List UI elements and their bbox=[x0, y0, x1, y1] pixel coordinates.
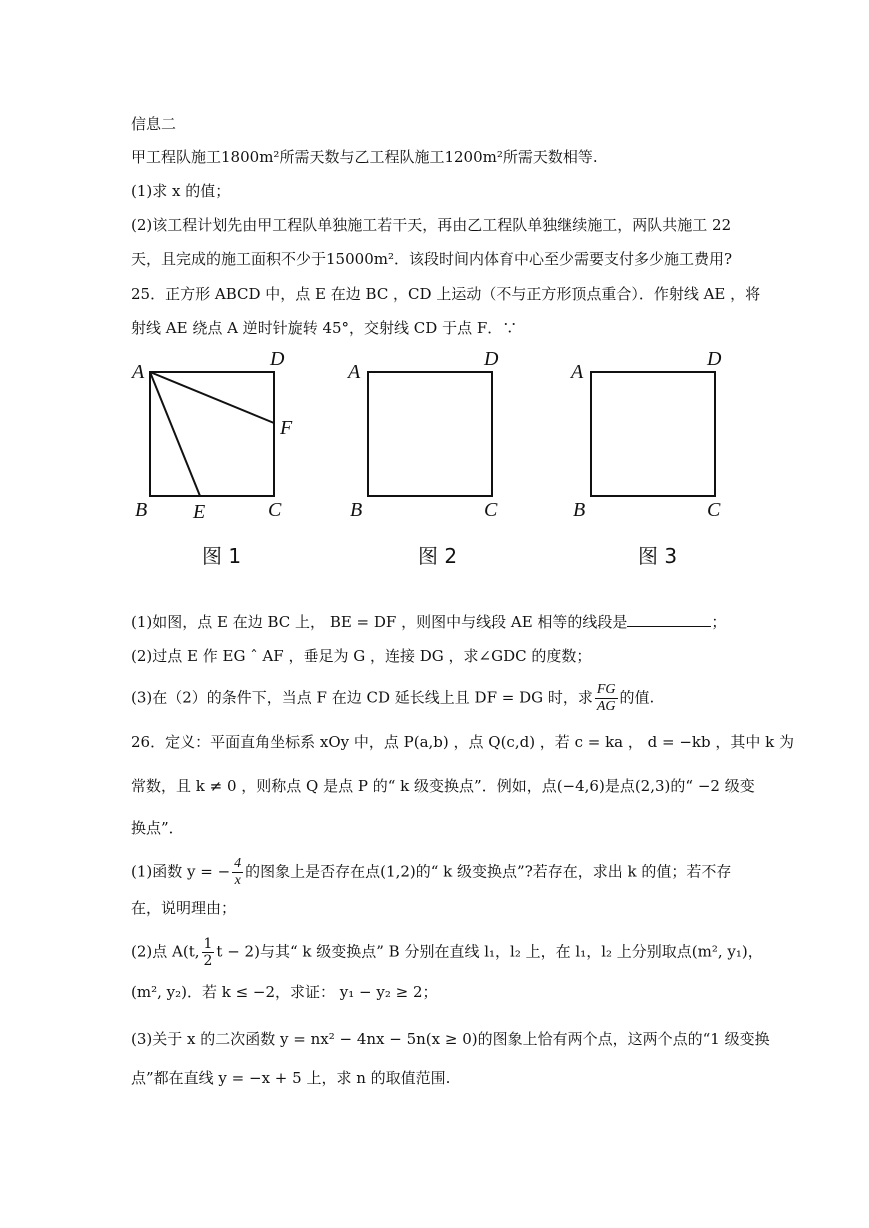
label-c: C bbox=[268, 499, 282, 521]
label-d: D bbox=[484, 348, 499, 370]
label-a: A bbox=[132, 361, 145, 383]
figure-2 bbox=[338, 348, 538, 528]
label-d: D bbox=[707, 348, 722, 370]
fraction-fg-ag: $\frac{FG}{AG}$ bbox=[596, 682, 616, 714]
label-a: A bbox=[571, 361, 584, 383]
question-24-part-2-line-1: (2)该工程计划先由甲工程队单独施工若干天，再由乙工程队单独继续施工，两队共施工 22 bbox=[131, 216, 732, 234]
question-24-part-1: (1)求 x 的值； bbox=[131, 182, 231, 200]
question-25-part-3: (3)在（2）的条件下，当点 F 在边 CD 延长线上且 DF = DG 时，求 $\frac{FG}{AG}$ 的值. bbox=[131, 682, 655, 714]
answer-blank[interactable] bbox=[627, 612, 711, 627]
question-26-part-3-line-2: 点”都在直线 y = −x + 5 上，求 n 的取值范围. bbox=[131, 1069, 451, 1087]
question-26-part-2: (2)点 A(t, $\frac{1}{2}$ t − 2)与其“ k 级变换点” B 分别在直线 l₁，l₂ 上，在 l₁，l₂ 上分别取点(m², y₁)， bbox=[131, 936, 763, 969]
question-26-part-1: (1)函数 y = − $\frac{4}{x}$ 的图象上是否存在点(1,2)的“ k 级变换点”?若存在，求出 k 的值；若不存 bbox=[131, 856, 732, 888]
label-b: B bbox=[135, 499, 148, 521]
label-f: F bbox=[280, 417, 293, 439]
question-26-line-3: 换点”． bbox=[131, 819, 184, 837]
segment-af bbox=[150, 372, 274, 423]
question-26-part-2-line-2: (m², y₂)．若 k ≤ −2，求证： y₁ − y₂ ≥ 2； bbox=[131, 983, 438, 1001]
question-26-part-1-line-2: 在，说明理由； bbox=[131, 899, 237, 917]
area-c: 15000m² bbox=[326, 250, 394, 268]
question-26-line-1: 26．定义：平面直角坐标系 xOy 中，点 P(a,b) ，点 Q(c,d) ，若 c = ka ， d = −kb ，其中 k 为 bbox=[131, 733, 795, 751]
segment-ae bbox=[150, 372, 200, 496]
fraction-4-over-x: $\frac{4}{x}$ bbox=[234, 856, 242, 888]
fraction-1-over-2: $\frac{1}{2}$ bbox=[203, 936, 213, 969]
info-text: 甲工程队施工1800m²所需天数与乙工程队施工1200m²所需天数相等. bbox=[131, 148, 598, 166]
question-26-line-2: 常数，且 k ≠ 0 ，则称点 Q 是点 P 的“ k 级变换点”．例如，点(−4,6)是点(2,3)的“ −2 级变 bbox=[131, 777, 755, 795]
label-c: C bbox=[484, 499, 498, 521]
question-26-part-3-line-1: (3)关于 x 的二次函数 y = nx² − 4nx − 5n(x ≥ 0)的图象上恰有两个点，这两个点的“1 级变换 bbox=[131, 1030, 770, 1048]
label-e: E bbox=[193, 501, 206, 523]
square-abcd bbox=[591, 372, 715, 496]
question-25-line-2: 射线 AE 绕点 A 逆时针旋转 45°，交射线 CD 于点 F．∵ bbox=[131, 319, 518, 337]
question-25-line-1: 25．正方形 ABCD 中，点 E 在边 BC ，CD 上运动（不与正方形顶点重合）．作射线 AE ，将 bbox=[131, 285, 761, 303]
figure-3-caption: 图 3 bbox=[638, 544, 678, 568]
figure-3 bbox=[561, 348, 761, 528]
section-label: 信息二 bbox=[131, 115, 177, 133]
label-b: B bbox=[573, 499, 586, 521]
label-d: D bbox=[270, 348, 285, 370]
area-a: 1800m² bbox=[221, 148, 280, 166]
question-24-part-2-line-2: 天，且完成的施工面积不少于15000m²．该段时间内体育中心至少需要支付多少施工费用? bbox=[131, 250, 733, 268]
figure-1 bbox=[120, 348, 320, 528]
square-abcd bbox=[368, 372, 492, 496]
label-b: B bbox=[350, 499, 363, 521]
figure-1-caption: 图 1 bbox=[202, 544, 242, 568]
question-25-part-2: (2)过点 E 作 EG ˆ AF ，垂足为 G ，连接 DG ，求∠GDC 的度数； bbox=[131, 647, 592, 665]
label-c: C bbox=[707, 499, 721, 521]
question-25-part-1: (1)如图，点 E 在边 BC 上， BE = DF ，则图中与线段 AE 相等的线段是 ； bbox=[131, 613, 727, 631]
area-b: 1200m² bbox=[444, 148, 503, 166]
square-abcd bbox=[150, 372, 274, 496]
label-a: A bbox=[348, 361, 361, 383]
figure-2-caption: 图 2 bbox=[418, 544, 458, 568]
